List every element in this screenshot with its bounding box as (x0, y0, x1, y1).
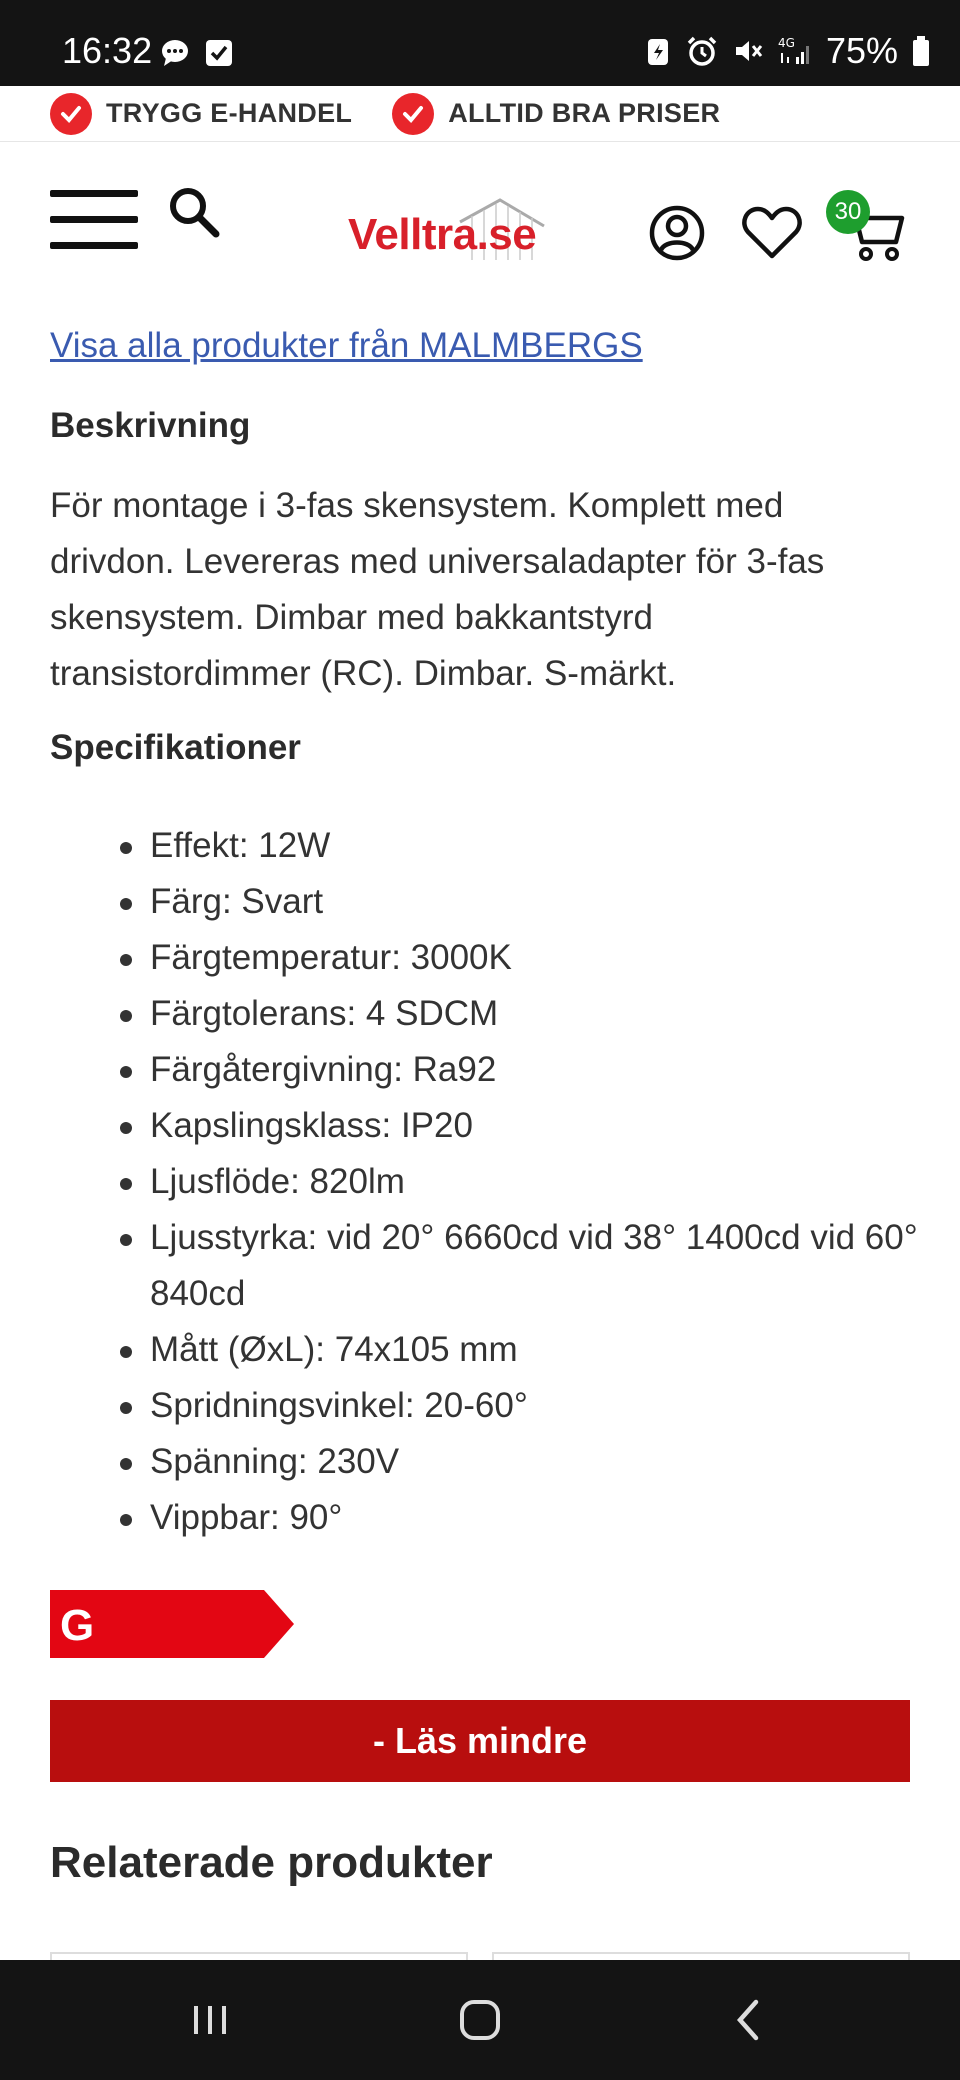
trust-label: TRYGG E-HANDEL (106, 98, 353, 128)
spec-item: Effekt: 12W (150, 818, 930, 874)
description-heading: Beskrivning (50, 406, 251, 445)
trust-label: ALLTID BRA PRISER (448, 98, 721, 128)
logo-text: Velltra.se (348, 210, 537, 259)
cart-count-badge[interactable]: 30 (826, 190, 870, 234)
search-icon[interactable] (166, 184, 222, 240)
heart-icon[interactable] (740, 204, 804, 262)
related-product-card[interactable] (50, 1952, 468, 1960)
spec-item: Färgtemperatur: 3000K (150, 930, 930, 986)
chat-bubble-icon (160, 38, 190, 68)
site-logo[interactable] (348, 194, 548, 266)
battery-icon (912, 36, 930, 66)
spec-item: Färgåtergivning: Ra92 (150, 1042, 930, 1098)
battery-percent: 75% (825, 30, 898, 71)
spec-item: Färg: Svart (150, 874, 930, 930)
check-circle-icon (392, 93, 434, 135)
trust-item-prices (392, 93, 720, 135)
energy-class-letter: G (60, 1601, 95, 1650)
network-label: 4G (777, 36, 795, 50)
trust-bar (0, 86, 960, 142)
home-icon[interactable] (450, 1990, 510, 2050)
system-nav-bar (0, 1960, 960, 2080)
energy-class-label[interactable] (50, 1590, 294, 1658)
check-circle-icon (50, 93, 92, 135)
check-box-icon (204, 38, 234, 68)
specifications-heading: Specifikationer (50, 728, 301, 767)
alarm-icon (686, 35, 718, 67)
spec-item: Färgtolerans: 4 SDCM (150, 986, 930, 1042)
status-bar (0, 0, 960, 86)
trust-item-secure (50, 93, 352, 135)
account-icon[interactable] (648, 204, 706, 262)
spec-item: Spridningsvinkel: 20-60° (150, 1378, 930, 1434)
battery-saver-icon (644, 36, 672, 66)
read-less-button[interactable]: - Läs mindre (50, 1700, 910, 1782)
related-product-card[interactable] (492, 1952, 910, 1960)
back-icon[interactable] (720, 1990, 780, 2050)
menu-icon[interactable] (50, 190, 138, 252)
spec-item: Ljusflöde: 820lm (150, 1154, 930, 1210)
signal-icon (778, 35, 812, 67)
specifications-list (150, 818, 930, 1546)
spec-item: Mått (ØxL): 74x105 mm (150, 1322, 930, 1378)
status-time: 16:32 (62, 30, 153, 71)
spec-item: Vippbar: 90° (150, 1490, 930, 1546)
related-products-heading: Relaterade produkter (50, 1838, 493, 1887)
product-description: För montage i 3-fas skensystem. Komplett med drivdon. Levereras med universaladapter för 3-fas skensystem. Dimbar med bakkantstyrd transistordimmer (RC). Dimbar. S-märkt. (50, 486, 825, 693)
brand-products-link[interactable]: Visa alla produkter från MALMBERGS (50, 326, 643, 365)
spec-item: Spänning: 230V (150, 1434, 930, 1490)
mute-icon (732, 35, 764, 67)
site-header (0, 142, 960, 318)
recent-apps-icon[interactable] (180, 1990, 240, 2050)
spec-item: Kapslingsklass: IP20 (150, 1098, 930, 1154)
spec-item: Ljusstyrka: vid 20° 6660cd vid 38° 1400cd vid 60° 840cd (150, 1210, 930, 1322)
